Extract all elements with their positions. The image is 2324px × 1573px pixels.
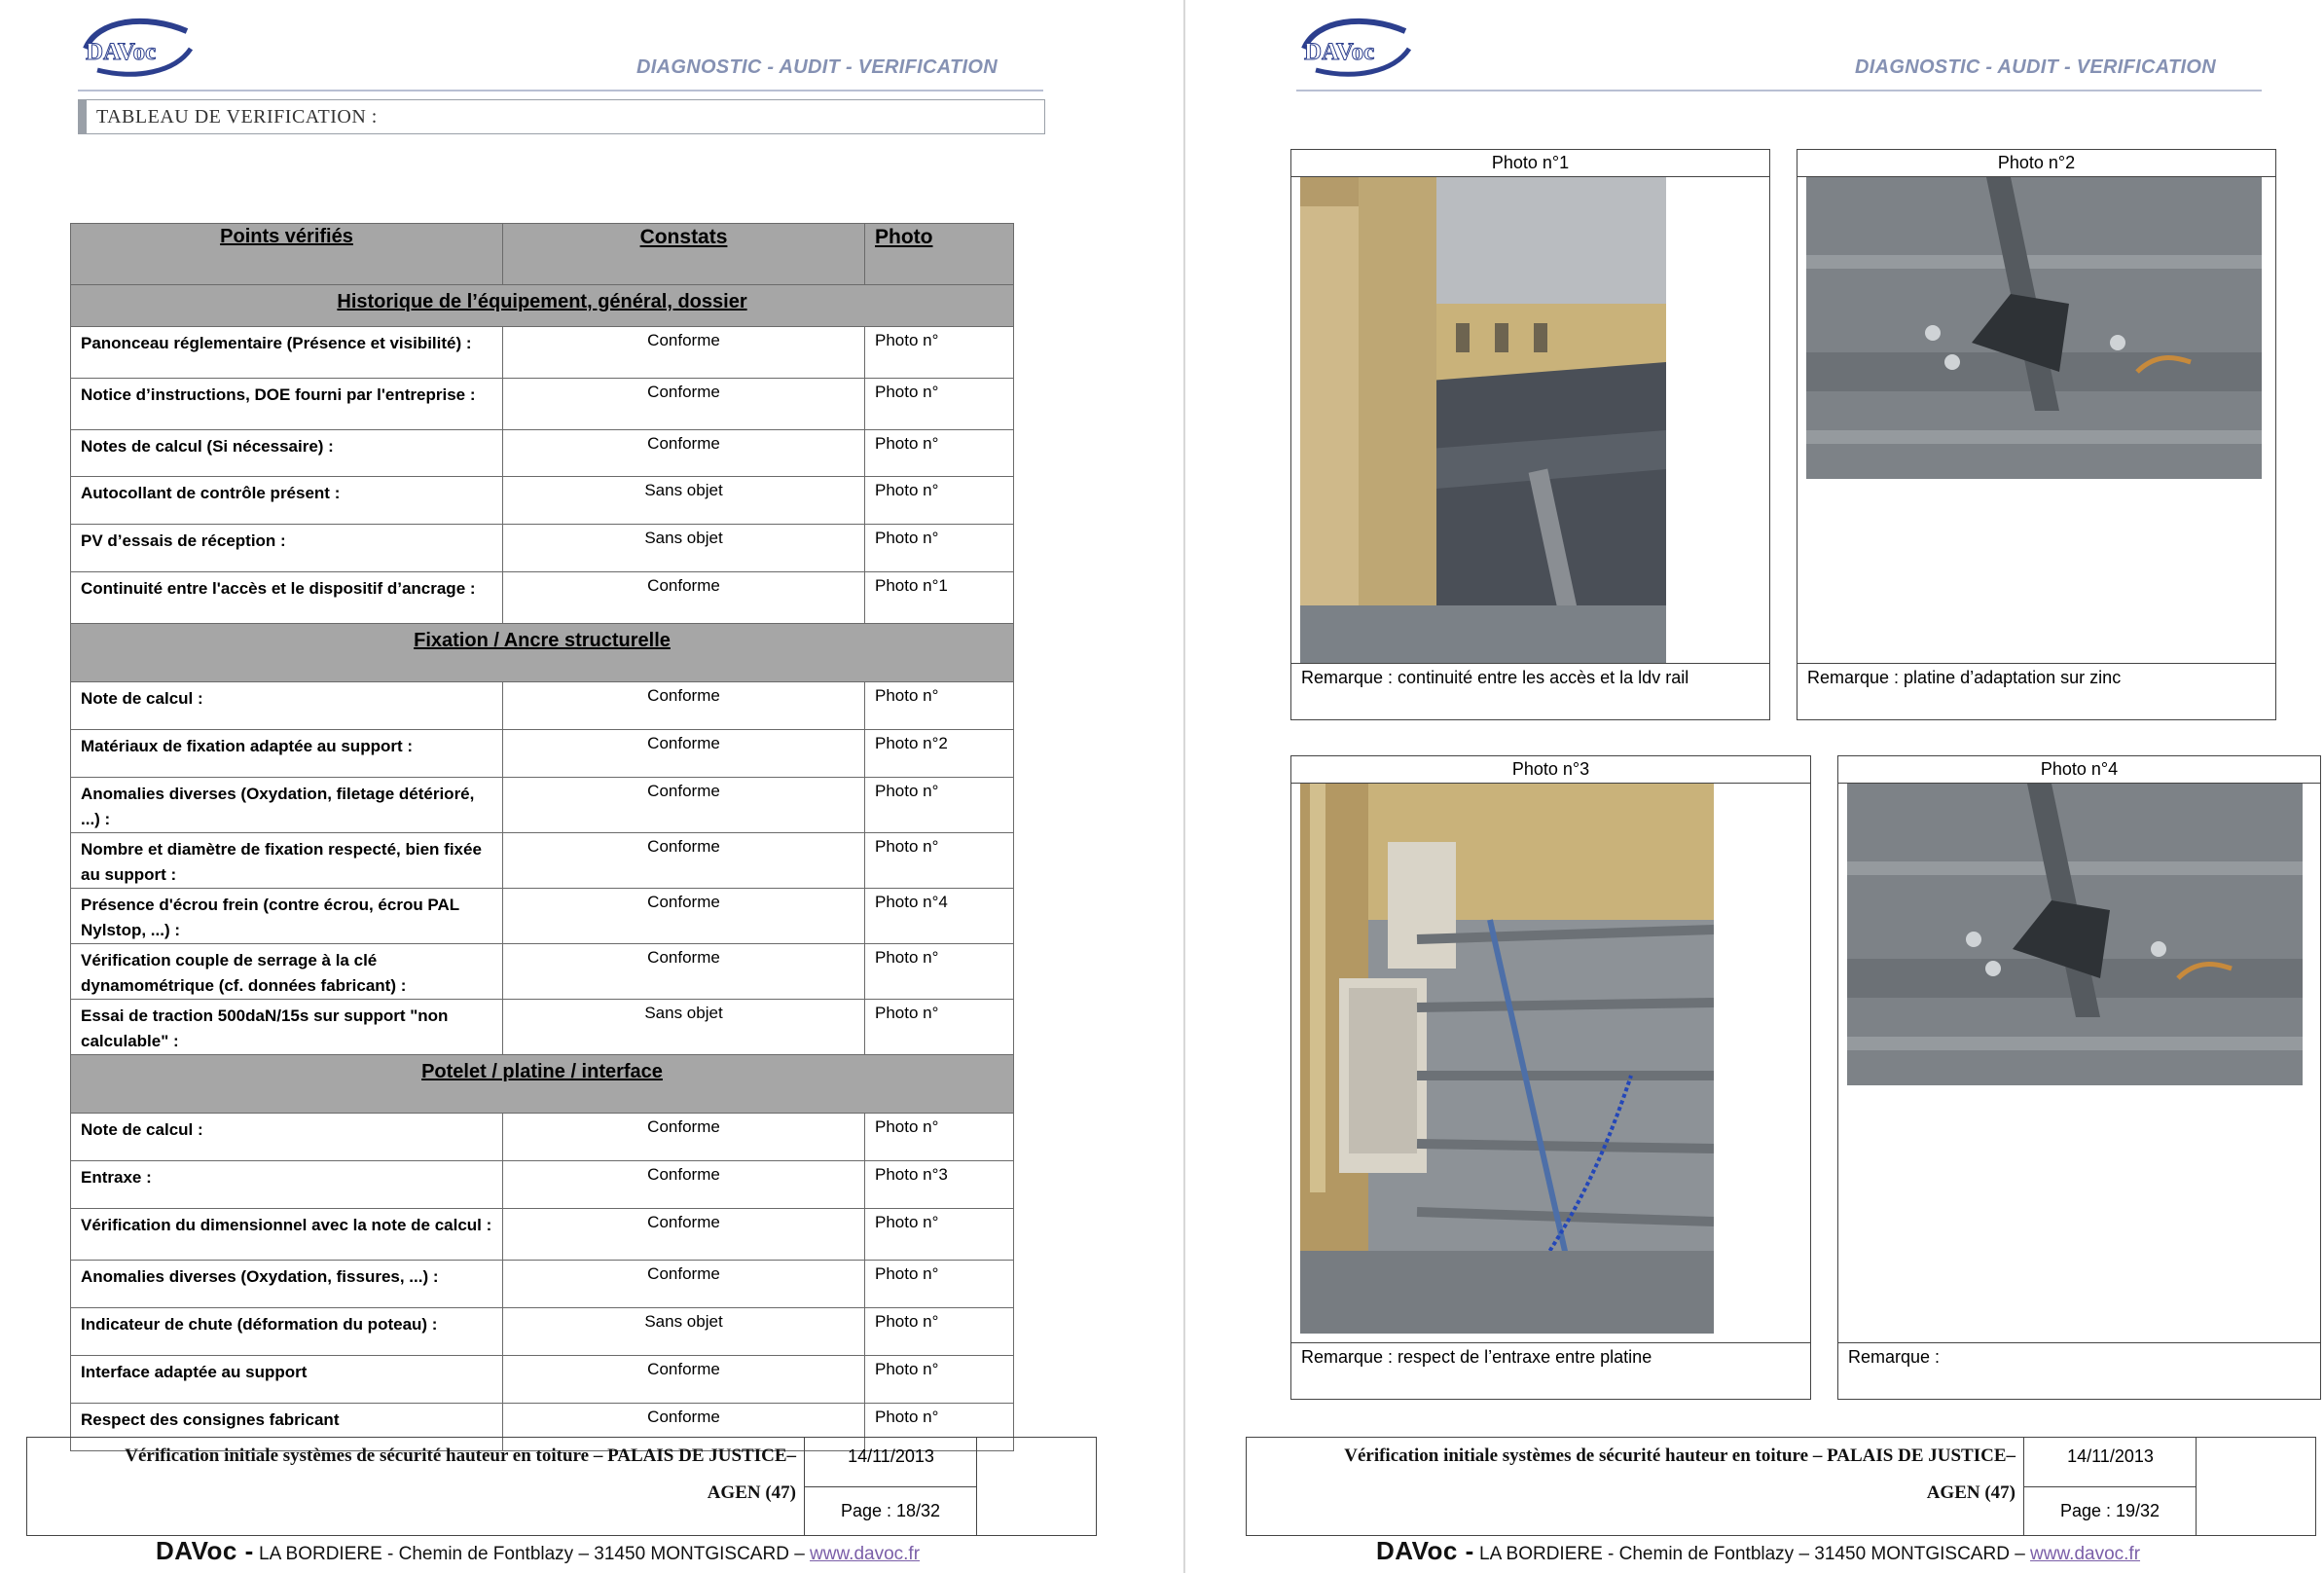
column-header-constats: Constats: [503, 224, 865, 285]
column-header-points: Points vérifiés: [71, 224, 503, 285]
company-address: [1376, 1536, 2140, 1566]
photo-title: Photo n°2: [1797, 150, 2275, 177]
document-page-19: [1185, 0, 2324, 1573]
table-row: Interface adaptée au support Conforme Photo n°: [71, 1356, 1014, 1404]
footer-date: 14/11/2013: [804, 1438, 977, 1486]
svg-text:DAVoc: DAVoc: [1304, 39, 1375, 65]
table-row: Anomalies diverses (Oxydation, filetage détérioré, ...) : Conforme Photo n°: [71, 778, 1014, 833]
photo-frame-1: [1290, 149, 1770, 720]
footer-blank-cell: [2196, 1438, 2294, 1535]
photo-frame-2: [1797, 149, 2276, 720]
table-row: Vérification du dimensionnel avec la note de calcul : Conforme Photo n°: [71, 1209, 1014, 1261]
website-link[interactable]: www.davoc.fr: [2030, 1544, 2141, 1564]
photo-remark: Remarque : platine d’adaptation sur zinc: [1797, 663, 2275, 715]
table-row: Panonceau réglementaire (Présence et visibilité) : Conforme Photo n°: [71, 327, 1014, 379]
table-row: Présence d'écrou frein (contre écrou, écrou PAL Nylstop, ...) : Conforme Photo n°4: [71, 889, 1014, 944]
company-brand: DAVoc -: [1376, 1536, 1474, 1565]
company-brand: DAVoc -: [156, 1536, 254, 1565]
photo-roof-lifeline: [1300, 784, 1714, 1334]
table-row: Notice d’instructions, DOE fourni par l'entreprise : Conforme Photo n°: [71, 379, 1014, 430]
header-rule: [1296, 90, 2262, 91]
footer-title: Vérification initiale systèmes de sécurité hauteur en toiture – PALAIS DE JUSTICE– AGEN (47): [1344, 1445, 2015, 1503]
section-row: Historique de l’équipement, général, dossier: [71, 285, 1014, 327]
table-row: Anomalies diverses (Oxydation, fissures, ...) : Conforme Photo n°: [71, 1261, 1014, 1308]
photo-rooftop-walkway: [1300, 177, 1666, 664]
table-row: Note de calcul : Conforme Photo n°: [71, 682, 1014, 730]
table-row: Continuité entre l'accès et le dispositif d’ancrage : Conforme Photo n°1: [71, 572, 1014, 624]
photo-title: Photo n°1: [1291, 150, 1769, 177]
photo-frame-3: [1290, 755, 1811, 1400]
photo-anchor-nut: [1847, 784, 2303, 1085]
footer-page-number: Page : 19/32: [2023, 1486, 2196, 1535]
table-row: Entraxe : Conforme Photo n°3: [71, 1161, 1014, 1209]
svg-text:DAVoc: DAVoc: [86, 39, 157, 65]
footer-date: 14/11/2013: [2023, 1438, 2197, 1486]
address-text: LA BORDIERE - Chemin de Fontblazy – 31450 MONTGISCARD –: [1479, 1544, 2025, 1564]
section-row: Fixation / Ancre structurelle: [71, 624, 1014, 682]
website-link[interactable]: www.davoc.fr: [810, 1544, 921, 1564]
photo-title: Photo n°3: [1291, 756, 1810, 784]
page-footer: [26, 1437, 1097, 1536]
photo-anchor-plate: [1806, 177, 2262, 479]
footer-title: Vérification initiale systèmes de sécurité hauteur en toiture – PALAIS DE JUSTICE– AGEN (47): [125, 1445, 796, 1503]
header-title: DIAGNOSTIC - AUDIT - VERIFICATION: [1855, 56, 2216, 78]
photo-remark: Remarque : respect de l’entraxe entre platine: [1291, 1342, 1810, 1395]
table-row: Vérification couple de serrage à la clé dynamométrique (cf. données fabricant) : Conforme Photo n°: [71, 944, 1014, 1000]
footer-page-number: Page : 18/32: [804, 1486, 976, 1535]
table-row: Essai de traction 500daN/15s sur support "non calculable" : Sans objet Photo n°: [71, 1000, 1014, 1055]
header-rule: [78, 90, 1043, 91]
photo-remark: Remarque : continuité entre les accès et la ldv rail: [1291, 663, 1769, 715]
table-row: Matériaux de fixation adaptée au support : Conforme Photo n°2: [71, 730, 1014, 778]
header-title: DIAGNOSTIC - AUDIT - VERIFICATION: [636, 56, 998, 78]
table-row: Autocollant de contrôle présent : Sans objet Photo n°: [71, 477, 1014, 525]
company-address: [156, 1536, 920, 1566]
verification-table: [70, 223, 1014, 1451]
table-row: Indicateur de chute (déformation du poteau) : Sans objet Photo n°: [71, 1308, 1014, 1356]
table-row: Nombre et diamètre de fixation respecté, bien fixée au support : Conforme Photo n°: [71, 833, 1014, 889]
table-row: PV d’essais de réception : Sans objet Photo n°: [71, 525, 1014, 572]
table-row: Respect des consignes fabricant Conforme Photo n°: [71, 1404, 1014, 1451]
table-row: Note de calcul : Conforme Photo n°: [71, 1114, 1014, 1161]
table-row: Notes de calcul (Si nécessaire) : Conforme Photo n°: [71, 430, 1014, 477]
photo-frame-4: [1837, 755, 2321, 1400]
davoc-logo: [1296, 12, 1413, 86]
table-title: TABLEAU DE VERIFICATION :: [96, 106, 378, 128]
footer-blank-cell: [976, 1438, 1074, 1535]
photo-remark: Remarque :: [1838, 1342, 2320, 1395]
page-footer: [1246, 1437, 2316, 1536]
photo-title: Photo n°4: [1838, 756, 2320, 784]
column-header-photo: Photo: [865, 224, 1014, 285]
address-text: LA BORDIERE - Chemin de Fontblazy – 31450 MONTGISCARD –: [259, 1544, 805, 1564]
section-row: Potelet / platine / interface: [71, 1055, 1014, 1114]
davoc-logo: [78, 12, 195, 86]
table-title-box: [78, 99, 1045, 134]
